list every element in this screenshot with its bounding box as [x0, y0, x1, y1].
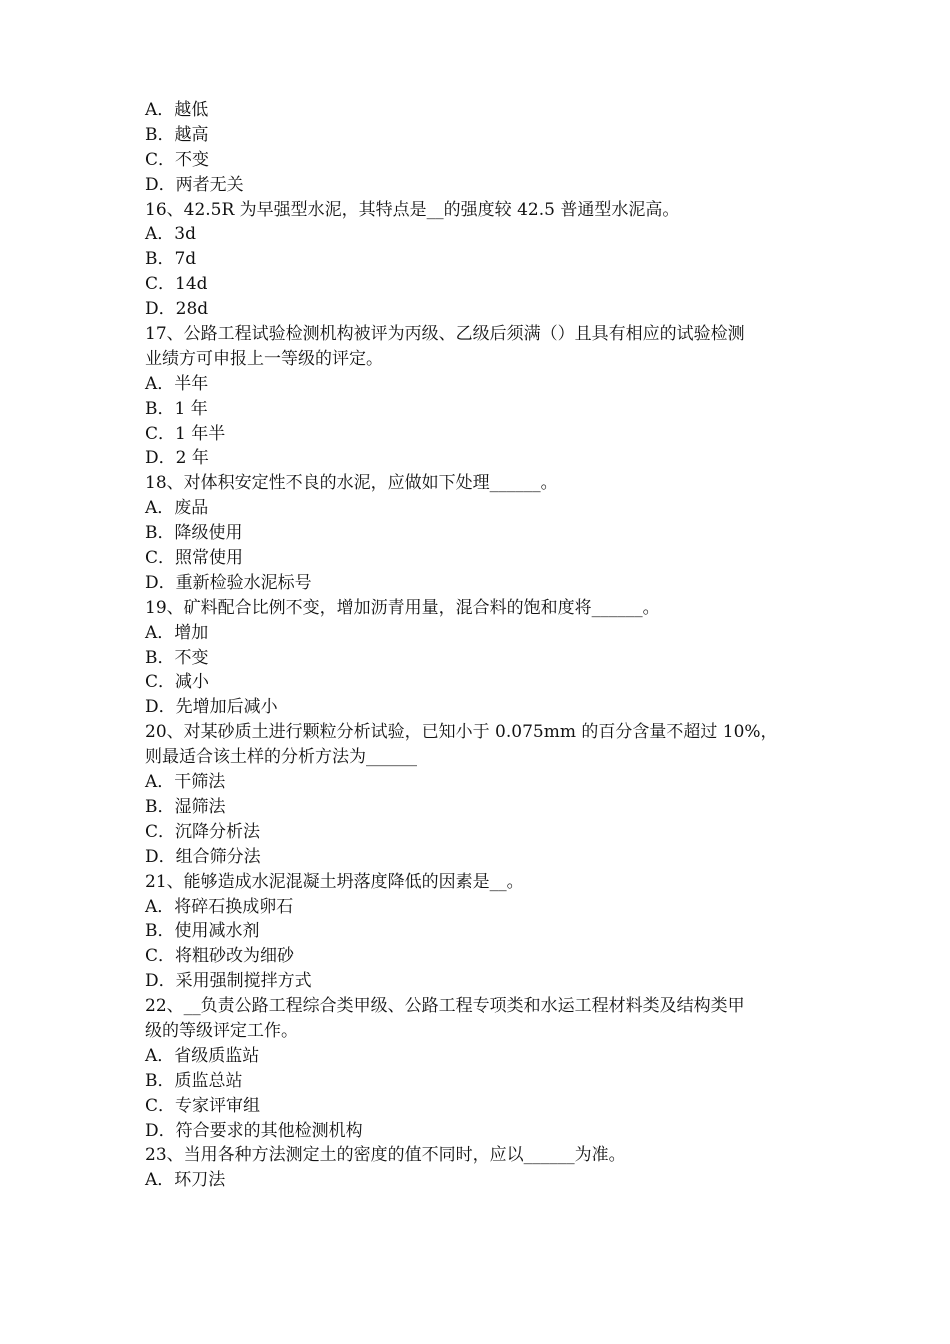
question-stem-continuation: 业绩方可申报上一等级的评定。: [145, 348, 383, 369]
option-line: A．3d: [145, 224, 196, 245]
question-stem: 20、对某砂质土进行颗粒分析试验，已知小于 0.075mm 的百分含量不超过 10%，: [145, 722, 778, 743]
option-line: D．先增加后减小: [145, 697, 278, 718]
option-line: C．减小: [145, 672, 210, 693]
document-body: [145, 98, 825, 1193]
option-line: A．干筛法: [145, 772, 226, 793]
option-line: B．质监总站: [145, 1070, 243, 1091]
option-line: A．越低: [145, 100, 209, 120]
option-line: B．不变: [145, 647, 209, 668]
question-stem-continuation: 级的等级评定工作。: [145, 1020, 298, 1041]
option-line: D．28d: [145, 299, 209, 320]
question-stem: 16、42.5R 为早强型水泥，其特点是__的强度较 42.5 普通型水泥高。: [145, 199, 680, 220]
option-line: A．环刀法: [145, 1170, 226, 1191]
option-line: A．废品: [145, 498, 209, 519]
option-line: C．1 年半: [145, 423, 226, 444]
option-line: A．半年: [145, 373, 209, 394]
option-line: D．2 年: [145, 448, 209, 469]
option-line: C．将粗砂改为细砂: [145, 946, 295, 967]
option-line: B．7d: [145, 249, 197, 270]
question-stem: 17、公路工程试验检测机构被评为丙级、乙级后须满（）且具有相应的试验检测: [145, 324, 745, 345]
option-line: B．湿筛法: [145, 796, 226, 817]
question-stem: 23、当用各种方法测定土的密度的值不同时，应以______为准。: [145, 1145, 626, 1166]
question-stem: 18、对体积安定性不良的水泥，应做如下处理______。: [145, 473, 558, 494]
option-line: B．1 年: [145, 398, 208, 419]
option-line: D．重新检验水泥标号: [145, 572, 312, 593]
option-line: B．降级使用: [145, 523, 243, 544]
option-line: D．组合筛分法: [145, 846, 261, 867]
option-line: D．采用强制搅拌方式: [145, 971, 312, 992]
option-line: C．不变: [145, 149, 210, 170]
option-line: D．两者无关: [145, 174, 244, 195]
option-line: C．沉降分析法: [145, 821, 261, 842]
option-line: C．照常使用: [145, 548, 244, 569]
option-line: A．增加: [145, 622, 209, 643]
question-stem: 22、__负责公路工程综合类甲级、公路工程专项类和水运工程材料类及结构类甲: [145, 996, 745, 1017]
question-stem-continuation: 则最适合该土样的分析方法为______: [145, 747, 417, 768]
option-line: C．14d: [145, 274, 208, 295]
question-stem: 21、能够造成水泥混凝土坍落度降低的因素是__。: [145, 871, 524, 892]
option-line: A．省级质监站: [145, 1045, 260, 1066]
option-line: B．使用减水剂: [145, 921, 260, 942]
question-stem: 19、矿料配合比例不变，增加沥青用量，混合料的饱和度将______。: [145, 597, 660, 618]
option-line: A．将碎石换成卵石: [145, 896, 294, 917]
option-line: D．符合要求的其他检测机构: [145, 1120, 363, 1141]
option-line: C．专家评审组: [145, 1095, 261, 1116]
option-line: B．越高: [145, 124, 209, 145]
